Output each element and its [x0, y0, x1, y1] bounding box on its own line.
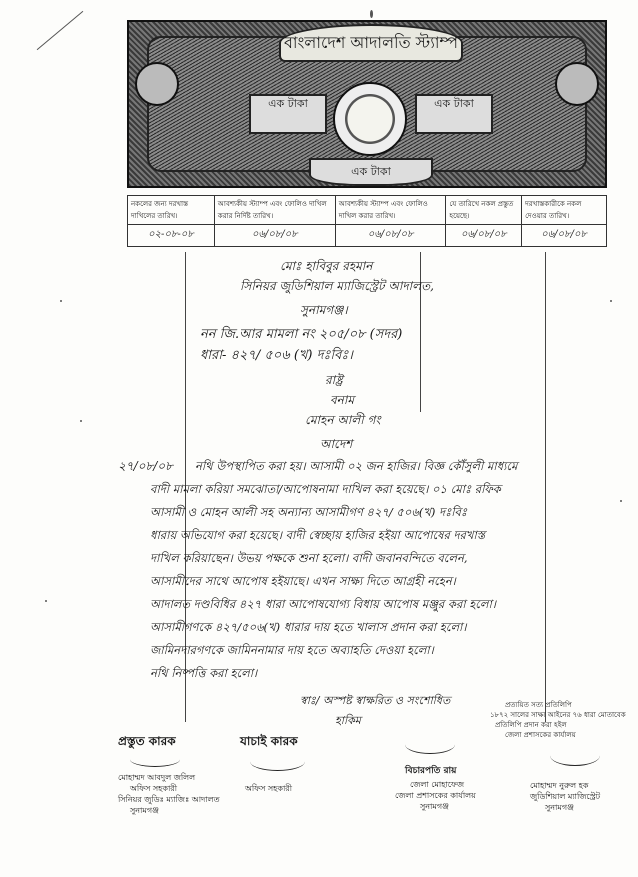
order-sign-line: স্বাঃ/ অস্পষ্ট স্বাক্ষরিত ও সংশোধিত: [300, 694, 451, 707]
prepared-by-office: অফিস সহকারী: [130, 784, 177, 793]
order-line: জামিনদারগণকে জামিননামার দায় হতে অব্যাহতি দেওয়া হলো।: [150, 643, 434, 657]
order-line: নথি উপস্থাপিত করা হয়। আসামী ০২ জন হাজির। বিজ্ঞ কৌঁসুলী মাধ্যমে: [195, 459, 518, 473]
table-header-cell: দরখাস্তকারীকে নকল দেওয়ার তারিখ।: [522, 196, 607, 225]
signature-scribble: [250, 752, 305, 771]
table-header-cell: আবশ্যকীয় স্ট্যাম্প এবং ফোলিও দাখিল করার নির্দিষ্ট তারিখ।: [214, 196, 335, 225]
scan-speck: [37, 11, 84, 50]
prepared-by-label: প্রস্তুত কারক: [118, 734, 176, 748]
order-line: দাখিল করিয়াছেন। উভয় পক্ষকে শুনা হলো। বাদী জবানবন্দিতে বলেন,: [150, 551, 468, 565]
order-line: আসামী ও মোহন আলী সহ অন্যান্য আসামীগণ ৪২৭/ ৫০৬(খ) দঃবিঃ: [150, 505, 468, 519]
column-rule: [420, 252, 421, 412]
table-header-cell: নকলের জন্য দরখাস্ত দাখিলের তারিখ।: [128, 196, 215, 225]
certifier-place: সুনামগঞ্জ: [545, 803, 574, 812]
prepared-by-name: মোহাম্মদ আবদুল জলিল: [118, 773, 196, 782]
certification-stamp-line: ১৮৭২ সালের সাক্ষ্য আইনের ৭৬ ধারা মোতাবেক: [490, 711, 626, 719]
scan-speck: [45, 600, 47, 602]
certification-stamp-line: প্রত্যয়িত সত্য প্রতিলিপি: [505, 701, 572, 709]
stamp-corner-ornament: [555, 62, 599, 106]
table-header-cell: যে তারিখে নকল প্রস্তুত হয়েছে।: [446, 196, 522, 225]
magistrate-name: মোঃ হাবিবুর রহমান: [280, 259, 373, 273]
order-line: বাদী মামলা করিয়া সমঝোতা/আপোষনামা দাখিল করা হয়েছে। ০১ মোঃ রফিক: [150, 482, 501, 496]
table-cell: ০৬/০৮/০৮: [335, 225, 446, 247]
scan-speck: [620, 500, 622, 502]
order-line: ধারায় অভিযোগ করা হয়েছে। বাদী স্বেচ্ছায় হাজির হইয়া আপোষের দরখাস্ত: [150, 528, 486, 542]
order-line: আদালত দণ্ডবিধির ৪২৭ ধারা আপোষযোগ্য বিধায় আপোষ মঞ্জুর করা হলো।: [150, 597, 496, 611]
record-keeper-place: সুনামগঞ্জ: [420, 802, 449, 811]
stamp-title: বাংলাদেশ আদালতি স্ট্যাম্প: [279, 24, 463, 62]
order-line: নথি নিষ্পত্তি করা হলো।: [150, 666, 258, 680]
stamp-corner-ornament: [135, 62, 179, 106]
checked-by-label: যাচাই কারক: [240, 734, 298, 748]
scan-speck: [60, 300, 62, 302]
order-line: আসামীগণকে ৪২৭/৫০৬(খ) ধারার দায় হতে খালাস প্রদান করা হলো।: [150, 620, 467, 634]
case-number: নন জি.আর মামলা নং ২০৫/০৮ (সদর): [200, 327, 403, 342]
order-date: ২৭/০৮/০৮: [118, 459, 173, 473]
stamp-emblem: [333, 82, 407, 156]
order-heading: আদেশ: [320, 437, 353, 451]
stamp-value-right: এক টাকা: [415, 94, 493, 134]
table-header-row: [128, 196, 607, 225]
court-name: সিনিয়র জুডিশিয়াল ম্যাজিস্ট্রেট আদালত,: [240, 279, 434, 293]
prepared-by-court: সিনিয়র জুডিঃ ম্যাজিঃ আদালত: [118, 795, 220, 804]
signature-scribble: [130, 752, 180, 767]
scan-speck: [610, 300, 612, 302]
scan-speck: [80, 420, 82, 422]
table-cell: ০৬/০৮/০৮: [446, 225, 522, 247]
table-row: [128, 225, 607, 247]
record-keeper-office: জেলা মোহাফেজ: [410, 780, 464, 789]
checked-by-office: অফিস সহকারী: [245, 784, 292, 793]
order-sign-name: হাকিম: [335, 714, 361, 727]
certifier-name: মোহাম্মদ নুরুল হক: [530, 781, 589, 790]
scan-speck: [370, 10, 373, 18]
certification-stamp-line: প্রতিলিপি প্রদান করা হইল: [495, 721, 567, 729]
party-accused: মোহন আলী গং: [305, 413, 381, 427]
versus-label: বনাম: [330, 393, 354, 407]
court-fee-stamp: [127, 20, 607, 188]
record-keeper-court: জেলা প্রশাসকের কার্যালয়: [395, 791, 476, 800]
stamp-bottom-label: এক টাকা: [309, 158, 433, 186]
court-location: সুনামগঞ্জ।: [300, 303, 348, 317]
certification-stamp-line: জেলা প্রশাসকের কার্যালয়: [505, 731, 576, 739]
copy-dates-table: [127, 195, 607, 247]
case-section: ধারা- ৪২৭/ ৫০৬ (খ) দঃবিঃ।: [200, 348, 353, 363]
order-line: আসামীদের সাথে আপোষ হইয়াছে। এখন সাক্ষ্য দিতে আগ্রহী নহেন।: [150, 574, 456, 588]
signature-scribble: [550, 745, 600, 766]
table-cell: ০৬/০৮/০৮: [522, 225, 607, 247]
record-keeper-name: বিচারপতি রায়: [405, 766, 457, 776]
table-header-cell: আবশ্যকীয় স্ট্যাম্প এবং ফোলিও দাখিল করার তারিখ।: [335, 196, 446, 225]
table-cell: ০৬/০৮/০৮: [214, 225, 335, 247]
certifier-office: জুডিশিয়াল ম্যাজিস্ট্রেট: [530, 792, 601, 801]
table-cell: ০২-০৮-০৮: [128, 225, 215, 247]
prepared-by-place: সুনামগঞ্জ: [130, 806, 159, 815]
signature-scribble: [405, 735, 455, 754]
stamp-value-left: এক টাকা: [249, 94, 327, 134]
party-state: রাষ্ট্র: [325, 373, 343, 387]
column-rule: [545, 252, 546, 722]
